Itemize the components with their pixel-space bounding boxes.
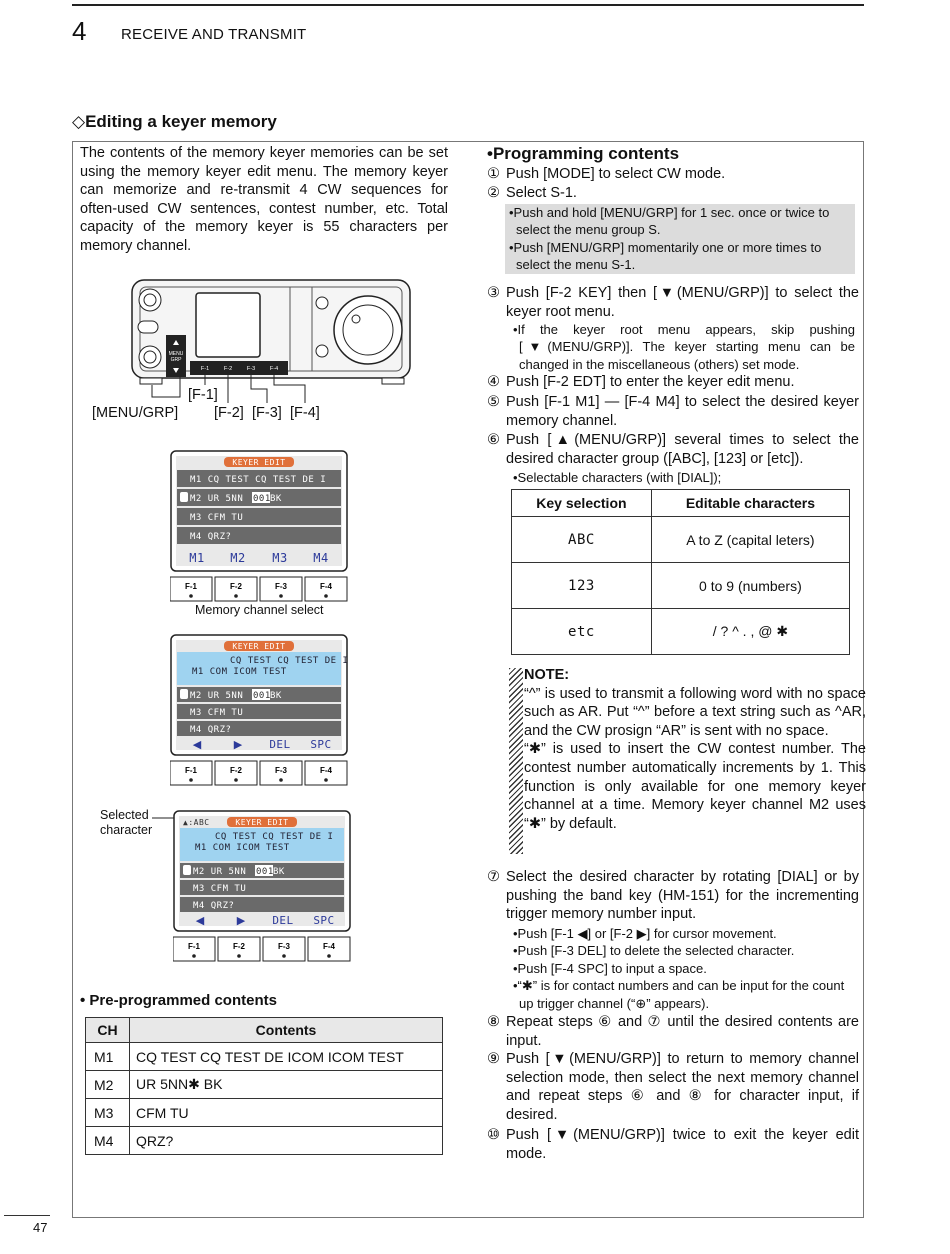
lcd-screen-character-group xyxy=(173,810,353,966)
note-item: •Push [F-4 SPC] to input a space. xyxy=(513,960,707,976)
panel-menu-label: MENU xyxy=(168,351,184,357)
screen3-title: KEYER EDIT xyxy=(235,818,289,827)
screen3-key-f2[interactable]: F-2 xyxy=(233,942,245,951)
label-f1: [F-1] xyxy=(188,387,218,403)
step-6 xyxy=(487,431,859,468)
screen1-row-m1: M1 CQ TEST CQ TEST DE I xyxy=(190,475,327,485)
step-5 xyxy=(487,393,859,430)
screen3-group-indicator: ▲:ABC xyxy=(183,818,210,827)
preprogrammed-heading: • Pre-programmed contents xyxy=(80,992,277,1009)
step-text: Repeat steps ⑥ and ⑦ until the desired contents are input. xyxy=(506,1014,859,1049)
screen2-row-highlight: 001 xyxy=(253,691,271,701)
step-9 xyxy=(487,1050,859,1124)
step-text: Push [F-1 M1] — [F-4 M4] to select the desired keyer memory channel. xyxy=(506,394,859,429)
step-number: ⑦ xyxy=(487,869,500,885)
preprogrammed-table xyxy=(85,1017,443,1155)
screen2-row-m3: M3 CFM TU xyxy=(190,708,244,718)
step-4 xyxy=(487,373,859,392)
pre-cell-ch: M1 xyxy=(86,1043,130,1071)
label-f4: [F-4] xyxy=(290,405,320,421)
note-item: •Push [F-1 ◀] or [F-2 ▶] for cursor movement. xyxy=(513,926,777,941)
step-2 xyxy=(487,184,859,203)
step-7 xyxy=(487,868,859,924)
screen2-row-tail: BK xyxy=(270,691,282,701)
screen3-edit-line1: CQ TEST CQ TEST DE I xyxy=(215,832,334,842)
chapter-title: RECEIVE AND TRANSMIT xyxy=(121,26,307,43)
pre-cell-ch: M2 xyxy=(86,1071,130,1099)
step-text: Push [MODE] to select CW mode. xyxy=(506,166,726,182)
page-number: 47 xyxy=(33,1220,48,1235)
screen1-key-f1[interactable]: F-1 xyxy=(185,582,197,591)
step-number: ③ xyxy=(487,285,500,301)
screen2-row-m2: M2 UR 5NN xyxy=(190,691,244,701)
screen1-key-f4[interactable]: F-4 xyxy=(320,582,332,591)
screen3-softkey-1: ◀ xyxy=(195,915,205,927)
step-number: ① xyxy=(487,166,500,182)
table-row xyxy=(512,609,850,655)
screen1-row-m4: M4 QRZ? xyxy=(190,532,232,542)
screen2-softkey-1: ◀ xyxy=(192,739,202,751)
table-row xyxy=(86,1043,443,1071)
key-cell-editable: / ? ^ . , @ ✱ xyxy=(651,609,849,655)
label-f2: [F-2] xyxy=(214,405,244,421)
pre-cell-contents: QRZ? xyxy=(130,1127,443,1155)
note-heading: NOTE: xyxy=(524,667,570,683)
note-item: •Push [F-3 DEL] to delete the selected character. xyxy=(513,943,795,959)
screen1-row-m3: M3 CFM TU xyxy=(190,513,244,523)
note-paragraph-2: “✱” is used to insert the CW contest number. The contest number automatically increments by 1. This function is only available for one memory keyer channel at a time. Memory keyer channel M2 uses “✱” by default. xyxy=(524,741,866,832)
table-row xyxy=(512,563,850,609)
screen3-row-m3: M3 CFM TU xyxy=(193,884,247,894)
screen1-title: KEYER EDIT xyxy=(232,458,286,467)
screen3-row-highlight: 001 xyxy=(256,867,274,877)
step-8 xyxy=(487,1013,859,1050)
note-item: •If the keyer root menu appears, skip pushing [▼(MENU/GRP)]. The keyer starting menu can be changed in the miscellaneous (others) set mode. xyxy=(513,322,855,372)
screen1-key-f2[interactable]: F-2 xyxy=(230,582,242,591)
chapter-number: 4 xyxy=(72,16,87,46)
key-cell-selection: etc xyxy=(512,609,652,655)
section-title: ◇Editing a keyer memory xyxy=(72,112,277,131)
label-f3: [F-3] xyxy=(252,405,282,421)
note-paragraph-1: “^” is used to transmit a following word with no space such as AR. Put “^” before a text string such as ^AR, and the CW prosign “AR” is sent with no space. xyxy=(524,685,866,739)
screen1-softkey-3: M3 xyxy=(272,551,288,565)
step-number: ⑤ xyxy=(487,394,500,410)
screen3-key-f4[interactable]: F-4 xyxy=(323,942,335,951)
key-header-editable: Editable characters xyxy=(651,490,849,517)
table-row xyxy=(86,1127,443,1155)
screen2-edit-line2: M1 COM ICOM TEST xyxy=(192,667,287,677)
panel-key-f4: F-4 xyxy=(269,366,279,372)
pre-cell-contents: CFM TU xyxy=(130,1099,443,1127)
step-1 xyxy=(487,165,859,184)
table-row xyxy=(86,1071,443,1099)
screen2-softkey-3: DEL xyxy=(269,738,291,751)
pre-cell-contents: UR 5NN✱ BK xyxy=(130,1071,443,1099)
pre-header-ch: CH xyxy=(86,1018,130,1043)
screen3-softkey-2: ▶ xyxy=(236,915,246,927)
note-item: •Selectable characters (with [DIAL]); xyxy=(513,470,722,485)
step-7-notes xyxy=(505,925,855,1012)
screen2-edit-line1: CQ TEST CQ TEST DE I xyxy=(230,656,349,666)
note-item: •“✱” is for contact numbers and can be input for the count up trigger channel (“⊕” appears). xyxy=(513,978,845,1011)
panel-key-f2: F-2 xyxy=(223,366,233,372)
pre-cell-contents: CQ TEST CQ TEST DE ICOM ICOM TEST xyxy=(130,1043,443,1071)
screen3-key-f3[interactable]: F-3 xyxy=(278,942,290,951)
table-row xyxy=(512,517,850,563)
key-cell-selection: ABC xyxy=(512,517,652,563)
screen2-row-m4: M4 QRZ? xyxy=(190,725,232,735)
screen1-softkey-1: M1 xyxy=(189,551,205,565)
panel-grp-label: GRP xyxy=(170,357,182,363)
screen3-softkey-4: SPC xyxy=(313,914,335,927)
step-number: ⑥ xyxy=(487,432,500,448)
screen3-row-m2: M2 UR 5NN xyxy=(193,867,247,877)
step-number: ⑩ xyxy=(487,1127,500,1143)
top-rule xyxy=(72,4,864,6)
screen1-softkey-2: M2 xyxy=(230,551,246,565)
step-text: Select S-1. xyxy=(506,185,577,201)
key-cell-selection: 123 xyxy=(512,563,652,609)
label-menu-grp: [MENU/GRP] xyxy=(92,405,179,421)
panel-key-f1: F-1 xyxy=(200,366,210,372)
key-cell-editable: A to Z (capital leters) xyxy=(651,517,849,563)
step-6-note xyxy=(505,469,855,486)
screen2-title: KEYER EDIT xyxy=(232,642,286,651)
screen3-row-m4: M4 QRZ? xyxy=(193,901,235,911)
screen2-key-f3[interactable]: F-3 xyxy=(275,766,287,775)
screen3-row-tail: BK xyxy=(273,867,285,877)
step-text: Push [▲(MENU/GRP)] several times to select the desired character group ([ABC], [123] or [etc]). xyxy=(506,432,859,467)
note-hatch-bar xyxy=(509,668,523,854)
screen1-row-m2-tail: BK xyxy=(270,494,282,504)
screen2-key-f2[interactable]: F-2 xyxy=(230,766,242,775)
step-number: ⑧ xyxy=(487,1014,500,1030)
step-text: Select the desired character by rotating [DIAL] or by pushing the band key (HM-151) for the incrementing trigger memory number input. xyxy=(506,869,859,923)
table-row xyxy=(86,1099,443,1127)
screen3-softkey-3: DEL xyxy=(272,914,294,927)
key-cell-editable: 0 to 9 (numbers) xyxy=(651,563,849,609)
selected-character-label: Selected character xyxy=(100,808,153,837)
pre-cell-ch: M3 xyxy=(86,1099,130,1127)
lcd-screen-edit xyxy=(170,634,350,790)
note-item: •Push and hold [MENU/GRP] for 1 sec. once or twice to select the menu group S. xyxy=(509,205,830,238)
screen2-softkey-2: ▶ xyxy=(233,739,243,751)
programming-heading: •Programming contents xyxy=(487,144,680,163)
intro-text: The contents of the memory keyer memories can be set using the memory keyer edit menu. The memory keyer can memorize and re-transmit 4 CW sequences for often-used CW sentences, contest number, etc. Total capacity of the memory keyer is 55 characters per memory channel. xyxy=(80,145,448,254)
pre-header-contents: Contents xyxy=(130,1018,443,1043)
step-text: Push [▼(MENU/GRP)] to return to memory channel selection mode, then select the next memory channel and repeat steps ⑥ and ⑧ for character input, if desired. xyxy=(506,1051,859,1123)
screen1-key-f3[interactable]: F-3 xyxy=(275,582,287,591)
note-item: •Push [MENU/GRP] momentarily one or more times to select the menu S-1. xyxy=(509,239,822,273)
radio-front-panel xyxy=(80,275,440,425)
panel-key-f3: F-3 xyxy=(246,366,256,372)
step-2-notes xyxy=(505,204,855,274)
step-10 xyxy=(487,1126,859,1163)
screen2-key-f4[interactable]: F-4 xyxy=(320,766,332,775)
screen3-key-f1[interactable]: F-1 xyxy=(188,942,200,951)
step-text: Push [F-2 KEY] then [▼(MENU/GRP)] to select the keyer root menu. xyxy=(506,285,859,320)
screen2-softkey-4: SPC xyxy=(310,738,332,751)
page-number-rule xyxy=(4,1215,50,1216)
key-header-selection: Key selection xyxy=(512,490,652,517)
screen1-softkey-4: M4 xyxy=(313,551,329,565)
step-number: ⑨ xyxy=(487,1051,500,1067)
lcd-screen-memory-select xyxy=(170,450,350,606)
step-3 xyxy=(487,284,859,321)
step-text: Push [▼(MENU/GRP)] twice to exit the keyer edit mode. xyxy=(506,1127,859,1162)
pre-cell-ch: M4 xyxy=(86,1127,130,1155)
key-selection-table xyxy=(511,489,850,655)
screen1-caption: Memory channel select xyxy=(195,603,324,617)
step-3-note xyxy=(505,321,855,373)
screen3-edit-line2: M1 COM ICOM TEST xyxy=(195,843,290,853)
screen1-row-m2-highlight: 001 xyxy=(253,494,271,504)
screen2-key-f1[interactable]: F-1 xyxy=(185,766,197,775)
step-number: ④ xyxy=(487,374,500,390)
screen1-row-m2: M2 UR 5NN xyxy=(190,494,244,504)
step-text: Push [F-2 EDT] to enter the keyer edit menu. xyxy=(506,374,795,390)
step-number: ② xyxy=(487,185,500,201)
